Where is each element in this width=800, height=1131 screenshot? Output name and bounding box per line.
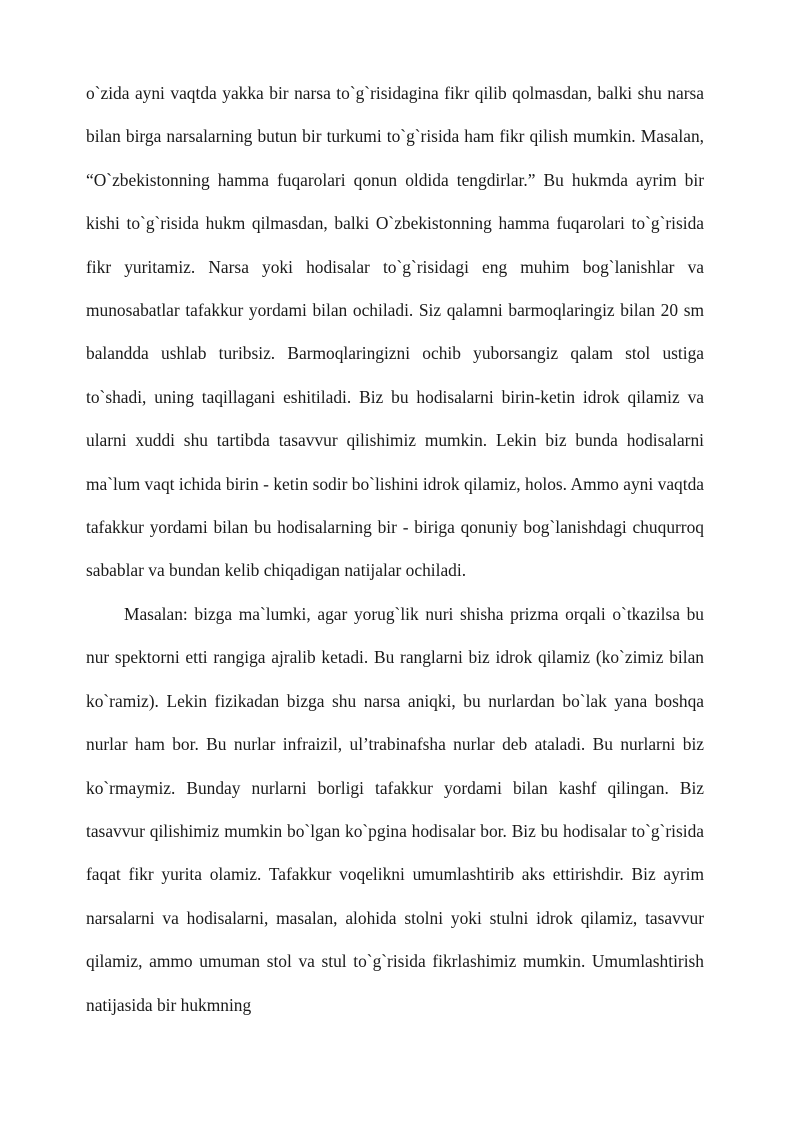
paragraph-example: Masalan: bizga ma`lumki, agar yorug`lik nuri shisha prizma orqali o`tkazilsa bu nur spektorni etti rangiga ajralib ketadi. Bu ranglarni biz idrok qilamiz (ko`zimiz bilan ko`ramiz). Lekin fizikadan bizga shu narsa aniqki, bu nurlardan bo`lak yana boshqa nurlar ham bor. Bu nurlar infraizil, ul’trabinafsha nurlar deb ataladi. Bu nurlarni biz ko`rmaymiz. Bunday nurlarni borligi tafakkur yordami bilan kashf qilingan. Biz tasavvur qilishimiz mumkin bo`lgan ko`pgina hodisalar bor. Biz bu hodisalar to`g`risida faqat fikr yurita olamiz. Tafakkur voqelikni umumlashtirib aks ettirishdir. Biz ayrim narsalarni va hodisalarni, masalan, alohida stolni yoki stulni idrok qilamiz, tasavvur qilamiz, ammo umuman stol va stul to`g`risida fikrlashimiz mumkin. Umumlashtirish natijasida bir hukmning	[86, 603, 704, 1015]
paragraph-continued: o`zida ayni vaqtda yakka bir narsa to`g`risidagina fikr qilib qolmasdan, balki shu narsa bilan birga narsalarning butun bir turkumi to`g`risida ham fikr qilish mumkin. Masalan, “O`zbekistonning hamma fuqarolari qonun oldida tengdirlar.” Bu hukmda ayrim bir kishi to`g`risida hukm qilmasdan, balki O`zbekistonning hamma fuqarolari to`g`risida fikr yuritamiz. Narsa yoki hodisalar to`g`risidagi eng muhim bog`lanishlar va munosabatlar tafakkur yordami bilan ochiladi. Siz qalamni barmoqlaringiz bilan 20 sm balandda ushlab turibsiz. Barmoqlaringizni ochib yuborsangiz qalam stol ustiga to`shadi, uning taqillagani eshitiladi. Biz bu hodisalarni birin-ketin idrok qilamiz va ularni xuddi shu tartibda tasavvur qilishimiz mumkin. Lekin biz bunda hodisalarni ma`lum vaqt ichida birin - ketin sodir bo`lishini idrok qilamiz, holos. Ammo ayni vaqtda tafakkur yordami bilan bu hodisalarning bir - biriga qonuniy bog`lanishdagi chuqurroq sabablar va bundan kelib chiqadigan natijalar ochiladi.	[86, 83, 704, 581]
document-page	[86, 72, 704, 1027]
